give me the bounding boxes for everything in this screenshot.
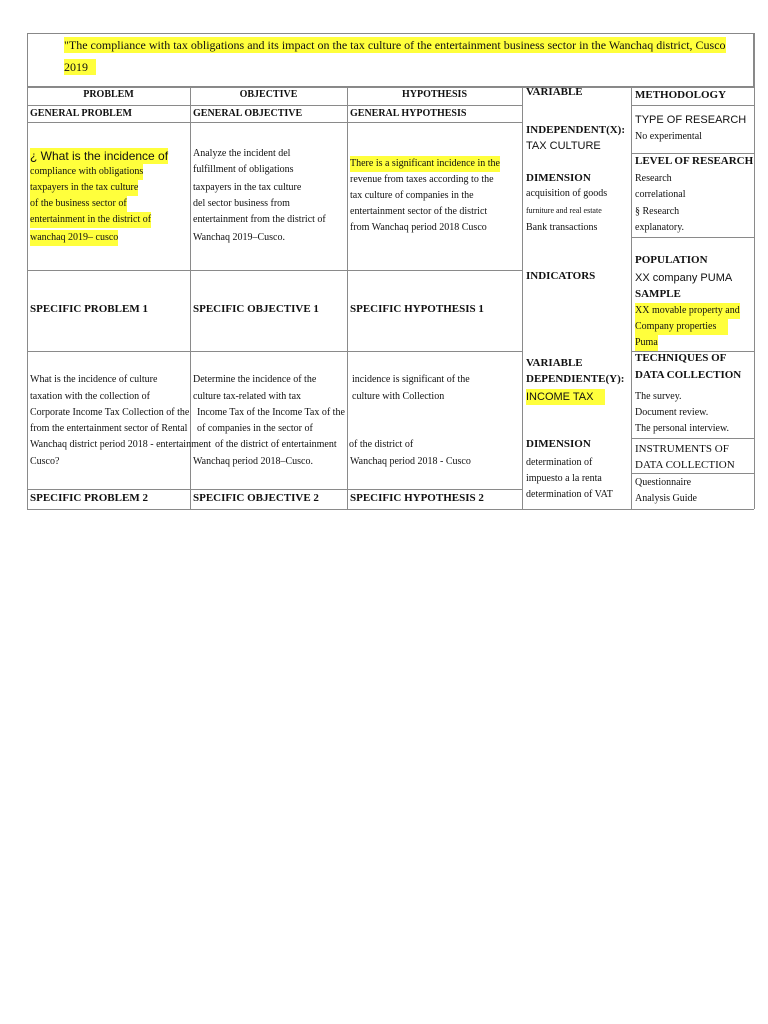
specific-problem-1-line: Corporate Income Tax Collection of the [30,407,190,418]
specific-problem-1-line: Wanchaq district period 2018 - entertainment [30,439,212,450]
sample-line: XX movable property and [635,303,740,319]
general-problem-line: entertainment in the district of [30,212,151,228]
table-line [631,153,754,154]
general-objective-line: del sector business from [193,198,290,209]
specific-problem-2-label: SPECIFIC PROBLEM 2 [30,492,148,504]
specific-objective-1-line: culture tax-related with tax [193,391,302,402]
specific-hypothesis-1-line: of the district of [349,439,414,450]
general-objective-line: fulfillment of obligations [193,164,294,175]
techniques-label: DATA COLLECTION [635,369,742,381]
header-hypothesis: HYPOTHESIS [401,89,468,100]
dimension-line: furniture and real estate [526,206,602,215]
specific-objective-2-label: SPECIFIC OBJECTIVE 2 [193,492,319,504]
sample-line: Company properties [635,319,728,335]
table-line [522,87,523,509]
specific-hypothesis-1-line: culture with Collection [352,391,445,402]
document-title-year: 2019 [64,59,96,75]
specific-hypothesis-2-label: SPECIFIC HYPOTHESIS 2 [350,492,484,504]
instruments-label: INSTRUMENTS OF [635,443,729,455]
type-of-research-label: TYPE OF RESEARCH [635,114,747,126]
general-hypothesis-line: tax culture of companies in the [350,190,474,201]
general-objective-line: entertainment from the district of [193,214,326,225]
specific-problem-1-line: Cusco? [30,456,60,467]
specific-problem-1-line: What is the incidence of culture [30,374,158,385]
specific-objective-1-line: of the district of entertainment [215,439,337,450]
table-line [347,87,348,509]
general-problem-line: of the business sector of [30,196,127,212]
techniques-line: Document review. [635,407,709,418]
specific-problem-1-label: SPECIFIC PROBLEM 1 [30,303,148,315]
table-line [27,489,522,490]
specific-hypothesis-1-line: incidence is significant of the [352,374,470,385]
dimension-line: acquisition of goods [526,188,608,199]
specific-problem-1-line: taxation with the collection of [30,391,150,402]
table-line [631,438,754,439]
general-problem-line: taxpayers in the tax culture [30,180,138,196]
general-hypothesis-label: GENERAL HYPOTHESIS [350,108,467,119]
techniques-line: The survey. [635,391,682,402]
general-problem-label: GENERAL PROBLEM [30,108,132,119]
table-line [27,351,522,352]
table-line [631,105,754,106]
table-border-bottom [27,509,754,510]
general-problem-line: wanchaq 2019– cusco [30,230,118,246]
table-border-top [27,87,754,88]
general-problem-line: ¿ What is the incidence of [30,149,169,163]
level-line: § Research [635,206,680,217]
level-line: correlational [635,189,686,200]
header-variable: VARIABLE [526,86,583,98]
general-hypothesis-line: entertainment sector of the district [350,206,488,217]
dimension-label: DIMENSION [526,172,591,184]
population-value: XX company PUMA [635,272,733,284]
dependent-variable-label: DEPENDIENTE(Y): [526,373,625,385]
dependent-variable-label: VARIABLE [526,357,583,369]
specific-objective-1-line: Determine the incidence of the [193,374,317,385]
independent-variable-value: TAX CULTURE [526,140,601,152]
table-line [631,473,754,474]
header-problem: PROBLEM [83,89,134,100]
techniques-label: TECHNIQUES OF [635,352,727,364]
general-problem-line: compliance with obligations [30,164,143,180]
independent-variable-label: INDEPENDENT(X): [526,124,625,136]
general-hypothesis-line: from Wanchaq period 2018 Cusco [350,222,487,233]
level-line: explanatory. [635,222,685,233]
instruments-line: Analysis Guide [635,493,697,504]
specific-objective-1-line: Income Tax of the Income Tax of the [197,407,345,418]
techniques-line: The personal interview. [635,423,730,434]
dimension2-line: impuesto a la renta [526,473,602,484]
table-line [631,87,632,509]
table-line [631,237,754,238]
specific-hypothesis-1-label: SPECIFIC HYPOTHESIS 1 [350,303,484,315]
general-objective-line: taxpayers in the tax culture [193,182,302,193]
instruments-label: DATA COLLECTION [635,459,735,471]
type-of-research-value: No experimental [635,131,702,142]
sample-line: Puma [635,335,658,351]
dimension2-label: DIMENSION [526,438,591,450]
table-line [27,270,522,271]
dependent-variable-value: INCOME TAX [526,389,605,405]
indicators-label: INDICATORS [526,270,596,282]
specific-problem-1-line: from the entertainment sector of Rental [30,423,188,434]
sample-label: SAMPLE [635,288,681,300]
general-hypothesis-line: There is a significant incidence in the [350,156,500,172]
specific-hypothesis-1-line: Wanchaq period 2018 - Cusco [350,456,471,467]
specific-objective-1-line: Wanchaq period 2018–Cusco. [193,456,313,467]
table-line [27,105,522,106]
general-objective-line: Analyze the incident del [193,148,291,159]
level-of-research-label: LEVEL OF RESEARCH [635,155,754,167]
dimension2-line: determination of VAT [526,489,613,500]
specific-objective-1-line: of companies in the sector of [197,423,313,434]
dimension2-line: determination of [526,457,593,468]
table-line [754,33,755,509]
general-objective-line: Wanchaq 2019–Cusco. [193,232,285,243]
dimension-line: Bank transactions [526,222,598,233]
level-line: Research [635,173,672,184]
header-methodology: METHODOLOGY [635,89,727,101]
general-objective-label: GENERAL OBJECTIVE [193,108,303,119]
header-objective: OBJECTIVE [239,89,298,100]
specific-objective-1-label: SPECIFIC OBJECTIVE 1 [193,303,319,315]
table-line [27,122,522,123]
instruments-line: Questionnaire [635,477,692,488]
general-hypothesis-line: revenue from taxes according to the [350,174,494,185]
table-line [27,87,28,509]
population-label: POPULATION [635,254,708,266]
document-title: "The compliance with tax obligations and its impact on the tax culture of the entertainment business sector in the Wanchaq district, Cusco [64,38,726,52]
